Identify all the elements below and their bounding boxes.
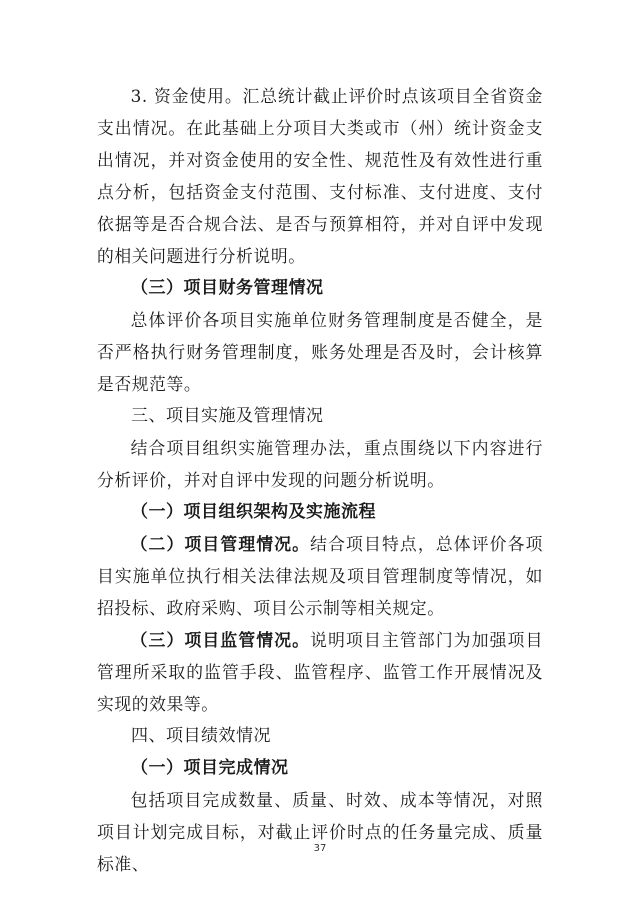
heading-financial-management: （三）项目财务管理情况 — [131, 278, 324, 298]
paragraph-implementation-management: 结合项目组织实施管理办法，重点围绕以下内容进行分析评价，并对自评中发现的问题分析说明。 — [97, 438, 543, 490]
paragraph-project-supervision — [97, 624, 543, 720]
lead-project-management: （二）项目管理情况。 — [130, 534, 311, 554]
heading-implementation-management: 三、项目实施及管理情况 — [131, 406, 324, 426]
heading-project-performance: 四、项目绩效情况 — [131, 726, 271, 746]
lead-project-supervision: （三）项目监管情况。 — [130, 630, 311, 650]
paragraph-fund-usage: 3. 资金使用。汇总统计截止评价时点该项目全省资金支出情况。在此基础上分项目大类或市（州）统计资金支出情况，并对资金使用的安全性、规范性及有效性进行重点分析，包括资金支付范围、支付标准、支付进度、支付依据等是否合规合法、是否与预算相符，并对自评中发现的相关问题进行分析说明。 — [97, 86, 543, 266]
heading-organization-structure: （一）项目组织架构及实施流程 — [131, 502, 376, 522]
page-number: 37 — [313, 843, 327, 854]
text-project-management: 结合项目特点，总体评价各项目实施单位执行相关法律法规及项目管理制度等情况，如招投标、政府采购、项目公示制等相关规定。 — [97, 534, 543, 618]
paragraph-project-completion: 包括项目完成数量、质量、时效、成本等情况，对照项目计划完成目标，对截止评价时点的任务量完成、质量标准、 — [97, 790, 543, 874]
paragraph-financial-management: 总体评价各项目实施单位财务管理制度是否健全，是否严格执行财务管理制度，账务处理是否及时，会计核算是否规范等。 — [97, 310, 543, 394]
paragraph-project-management — [97, 528, 543, 624]
heading-project-completion: （一）项目完成情况 — [131, 758, 289, 778]
document-body — [97, 80, 543, 880]
text-project-supervision: 说明项目主管部门为加强项目管理所采取的监管手段、监管程序、监管工作开展情况及实现的效果等。 — [97, 630, 543, 714]
